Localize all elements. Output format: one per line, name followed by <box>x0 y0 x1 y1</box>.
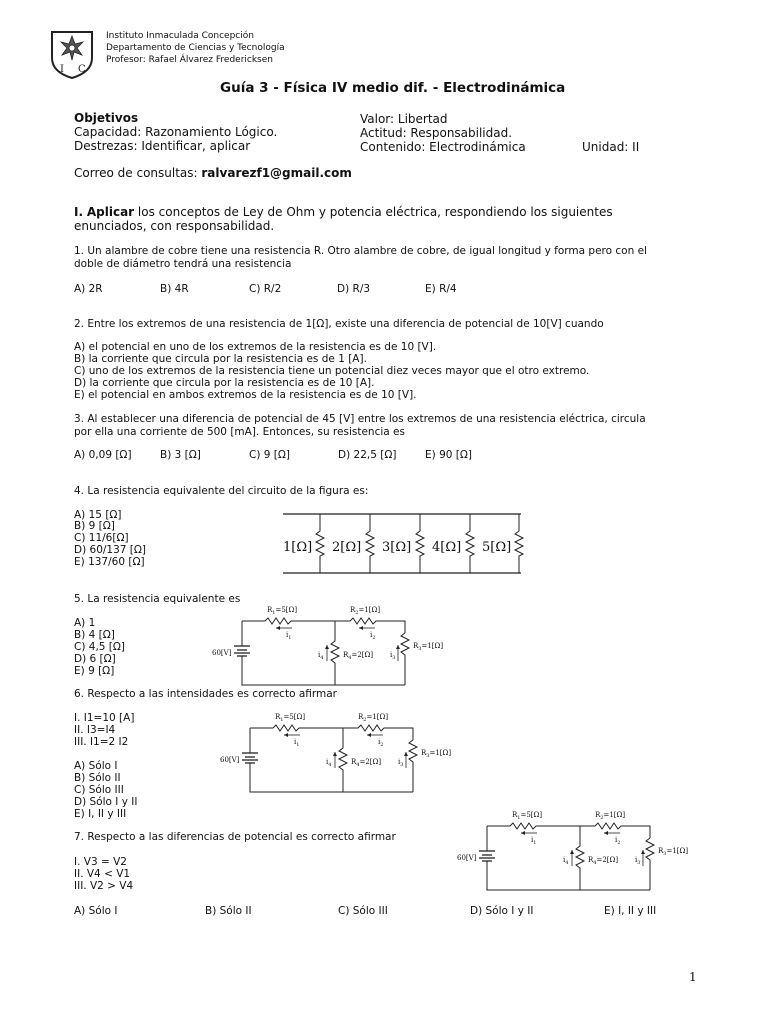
page-title: Guía 3 - Física IV medio dif. - Electrodinámica <box>220 80 566 96</box>
q3-option-b: B) 3 [Ω] <box>160 449 201 461</box>
q4-option-e: E) 137/60 [Ω] <box>74 556 145 568</box>
q7-stem: 7. Respecto a las diferencias de potencial es correcto afirmar <box>74 831 396 843</box>
q6-stem: 6. Respecto a las intensidades es correcto afirmar <box>74 688 337 700</box>
current-i4: $i_4$ <box>326 758 332 768</box>
q3-line2: por ella una corriente de 500 [mA]. Entonces, su resistencia es <box>74 426 405 438</box>
r4-label: $R_4=2[\Omega]$ <box>351 758 382 768</box>
q7-statement-2: II. V4 < V1 <box>74 868 131 880</box>
q4-option-a: A) 15 [Ω] <box>74 509 122 521</box>
q4-option-c: C) 11/6[Ω] <box>74 532 129 544</box>
q1-option-c: C) R/2 <box>249 283 282 295</box>
q6-option-b: B) Sólo II <box>74 772 121 784</box>
q7-option-c: C) Sólo III <box>338 905 388 917</box>
source-label: 60[V] <box>212 649 232 657</box>
current-i4: $i_4$ <box>563 856 569 866</box>
current-i1: $i_1$ <box>294 738 300 748</box>
q6-statement-2: II. I3=I4 <box>74 724 116 736</box>
q3-line1: 3. Al establecer una diferencia de potencial de 45 [V] entre los extremos de una resistencia eléctrica, circula <box>74 413 646 425</box>
contact-line <box>74 166 352 180</box>
current-i3: $i_3$ <box>635 856 641 866</box>
q1-option-d: D) R/3 <box>337 283 371 295</box>
q3-option-e: E) 90 [Ω] <box>425 449 472 461</box>
q2-option-e: E) el potencial en ambos extremos de la resistencia es de 10 [V]. <box>74 389 417 401</box>
q7-option-a: A) Sólo I <box>74 905 118 917</box>
q6-statement-3: III. I1=2 I2 <box>74 736 129 748</box>
page-number: 1 <box>689 970 697 984</box>
q6-statement-1: I. I1=10 [A] <box>74 712 135 724</box>
r3-label: $R_3=1[\Omega]$ <box>421 749 452 759</box>
objectives-unidad: Unidad: II <box>582 140 640 154</box>
q6-option-d: D) Sólo I y II <box>74 796 138 808</box>
q5-option-d: D) 6 [Ω] <box>74 653 116 665</box>
q1-option-b: B) 4R <box>160 283 189 295</box>
q5-option-c: C) 4,5 [Ω] <box>74 641 126 653</box>
q3-option-c: C) 9 [Ω] <box>249 449 291 461</box>
current-i1: $i_1$ <box>531 836 537 846</box>
q2-option-a: A) el potencial en uno de los extremos de la resistencia es de 10 [V]. <box>74 341 437 353</box>
section-number: I. <box>74 205 84 219</box>
r3-label: $R_3=1[\Omega]$ <box>658 847 689 857</box>
q1-line1: 1. Un alambre de cobre tiene una resistencia R. Otro alambre de cobre, de igual longitud y forma pero con el <box>74 245 647 257</box>
current-i1: $i_1$ <box>286 631 292 641</box>
r2-label: $R_2=1[\Omega]$ <box>358 713 389 723</box>
r4-label: $R_4=2[\Omega]$ <box>343 651 374 661</box>
q6-option-c: C) Sólo III <box>74 784 124 796</box>
q5-option-a: A) 1 <box>74 617 96 629</box>
resistor-label-2: 2[Ω] <box>332 540 362 555</box>
q7-option-b: B) Sólo II <box>205 905 252 917</box>
r2-label: $R_2=1[\Omega]$ <box>595 811 626 821</box>
q5-option-e: E) 9 [Ω] <box>74 665 115 677</box>
resistor-label-3: 3[Ω] <box>382 540 412 555</box>
current-i2: $i_2$ <box>615 836 621 846</box>
r1-label: $R_1=5[\Omega]$ <box>512 811 543 821</box>
current-i4: $i_4$ <box>318 651 324 661</box>
logo-letter-i: I <box>60 64 64 75</box>
header-department: Departamento de Ciencias y Tecnología <box>106 43 285 53</box>
header-professor: Profesor: Rafael Álvarez Fredericksen <box>106 55 273 65</box>
current-i2: $i_2$ <box>378 738 384 748</box>
r3-label: $R_3=1[\Omega]$ <box>413 642 444 652</box>
school-logo <box>46 28 98 80</box>
q1-line2: doble de diámetro tendrá una resistencia <box>74 258 292 270</box>
r4-label: $R_4=2[\Omega]$ <box>588 856 619 866</box>
q7-statement-3: III. V2 > V4 <box>74 880 134 892</box>
q1-option-e: E) R/4 <box>425 283 457 295</box>
q4-option-d: D) 60/137 [Ω] <box>74 544 147 556</box>
q2-stem: 2. Entre los extremos de una resistencia de 1[Ω], existe una diferencia de potencial de 10[V] cuando <box>74 318 604 330</box>
q4-stem: 4. La resistencia equivalente del circuito de la figura es: <box>74 485 369 497</box>
parallel-circuit-figure <box>283 511 528 579</box>
current-i2: $i_2$ <box>370 631 376 641</box>
r1-label: $R_1=5[\Omega]$ <box>267 606 298 616</box>
objectives-destrezas: Destrezas: Identificar, aplicar <box>74 139 251 153</box>
q6-option-e: E) I, II y III <box>74 808 127 820</box>
objectives-actitud: Actitud: Responsabilidad. <box>360 126 513 140</box>
current-i3: $i_3$ <box>398 758 404 768</box>
r2-label: $R_2=1[\Omega]$ <box>350 606 381 616</box>
q4-option-b: B) 9 [Ω] <box>74 520 115 532</box>
resistor-label-4: 4[Ω] <box>432 540 462 555</box>
resistor-label-1: 1[Ω] <box>283 540 313 555</box>
logo-letter-c: C <box>78 64 86 75</box>
q5-stem: 5. La resistencia equivalente es <box>74 593 241 605</box>
q2-option-b: B) la corriente que circula por la resistencia es de 1 [A]. <box>74 353 367 365</box>
q3-option-a: A) 0,09 [Ω] <box>74 449 132 461</box>
q7-statement-1: I. V3 = V2 <box>74 856 127 868</box>
objectives-contenido: Contenido: Electrodinámica <box>360 140 526 154</box>
r1-label: $R_1=5[\Omega]$ <box>275 713 306 723</box>
circuit-figure-q6 <box>218 710 463 795</box>
q6-option-a: A) Sólo I <box>74 760 118 772</box>
section-intro <box>74 205 613 219</box>
resistor-label-5: 5[Ω] <box>482 540 512 555</box>
contact-label: Correo de consultas: <box>74 166 198 180</box>
current-i3: $i_3$ <box>390 651 396 661</box>
q1-option-a: A) 2R <box>74 283 103 295</box>
q7-option-e: E) I, II y III <box>604 905 657 917</box>
q3-option-d: D) 22,5 [Ω] <box>338 449 397 461</box>
objectives-valor: Valor: Libertad <box>360 112 448 126</box>
objectives-heading: Objetivos <box>74 111 139 125</box>
q2-option-d: D) la corriente que circula por la resistencia es de 10 [A]. <box>74 377 375 389</box>
section-verb: Aplicar <box>86 205 135 219</box>
objectives-capacidad: Capacidad: Razonamiento Lógico. <box>74 125 278 139</box>
source-label: 60[V] <box>220 756 240 764</box>
circuit-figure-q7 <box>455 808 700 893</box>
section-text-line2: enunciados, con responsabilidad. <box>74 219 275 233</box>
q2-option-c: C) uno de los extremos de la resistencia tiene un potencial diez veces mayor que el otro extremo. <box>74 365 590 377</box>
section-text-line1: los conceptos de Ley de Ohm y potencia eléctrica, respondiendo los siguientes <box>137 205 613 219</box>
contact-email: ralvarezf1@gmail.com <box>201 166 352 180</box>
q5-option-b: B) 4 [Ω] <box>74 629 115 641</box>
circuit-figure-q5 <box>210 603 455 688</box>
q7-option-d: D) Sólo I y II <box>470 905 534 917</box>
header-institution: Instituto Inmaculada Concepción <box>106 31 254 41</box>
source-label: 60[V] <box>457 854 477 862</box>
